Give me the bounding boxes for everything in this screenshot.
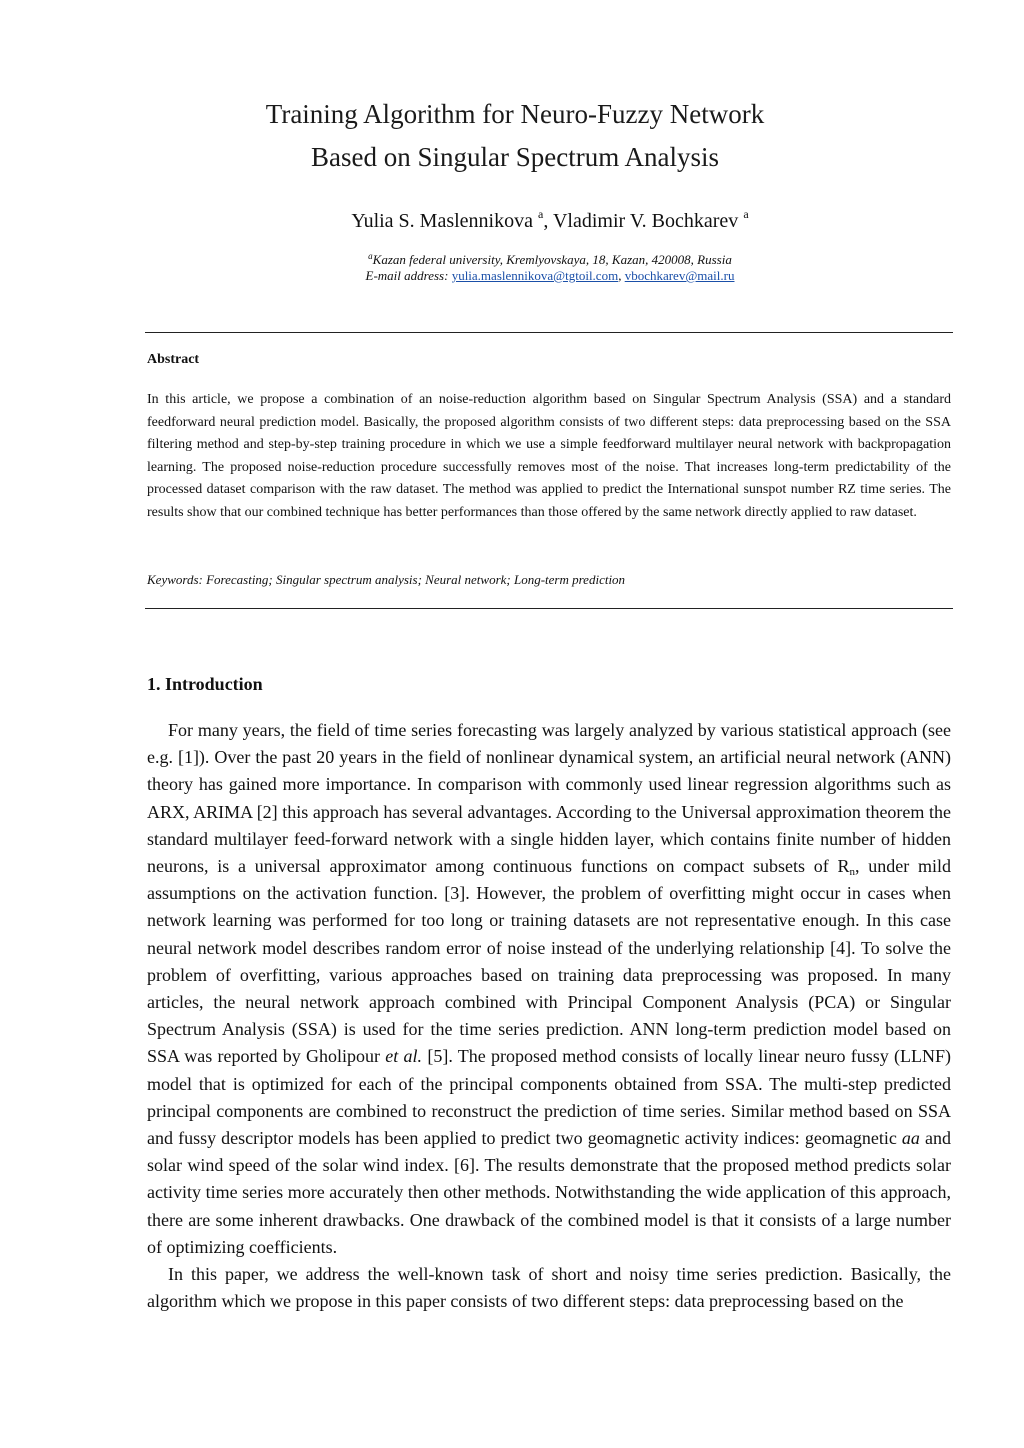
email-link-2[interactable]: vbochkarev@mail.ru	[624, 268, 735, 283]
email-line	[300, 266, 800, 286]
affiliation-mark: a	[368, 251, 373, 261]
keywords: Keywords: Forecasting; Singular spectrum analysis; Neural network; Long-term prediction	[147, 572, 626, 587]
author-list	[300, 198, 800, 237]
email-label: E-mail address:	[365, 268, 449, 283]
paragraph-1	[147, 717, 951, 1261]
paragraph-1-part-b: , under mild assumptions on the activation function. [3]. However, the problem of overfitting might occur in cases when network learning was performed for too long or training datasets are not representative enough. In this case neural network model describes random error of noise instead of the underlying relationship [4]. To solve the problem of overfitting, various approaches based on training data preprocessing was proposed. In many articles, the neural network approach combined with Principal Component Analysis (PCA) or Singular Spectrum Analysis (SSA) is used for the time series prediction. ANN long-term prediction model based on SSA was reported by Gholipour	[147, 856, 951, 1067]
paragraph-1-part-d: and solar wind speed of the solar wind index. [6]. The results demonstrate that the proposed method predicts solar activity time series more accurately then other methods. Notwithstanding the wide application of this approach, there are some inherent drawbacks. One drawback of the combined model is that it consists of a large number of optimizing coefficients.	[147, 1128, 951, 1257]
email-comma: ,	[618, 268, 622, 283]
author-separator: ,	[543, 210, 553, 232]
subscript-n: n	[849, 866, 855, 879]
abstract-text: In this article, we propose a combination of an noise-reduction algorithm based on Singular Spectrum Analysis (SSA) and a standard feedforward neural prediction model. Basically, the proposed algorithm consists of two different steps: data preprocessing based on the SSA filtering method and step-by-step training procedure in which we use a simple feedforward multilayer neural network with backpropagation learning. The proposed noise-reduction procedure successfully removes most of the noise. That increases long-term predictability of the processed dataset comparison with the raw dataset. The method was applied to predict the International sunspot number RZ time series. The results show that our combined technique has better performances than those offered by the same network directly applied to raw dataset.	[147, 392, 951, 520]
paragraph-1-part-c: [5]. The proposed method consists of locally linear neuro fussy (LLNF) model that is optimized for each of the principal components obtained from SSA. The multi-step predicted principal components are combined to reconstruct the prediction of time series. Similar method based on SSA and fussy descriptor models has been applied to predict two geomagnetic activity indices: geomagnetic	[147, 1046, 952, 1149]
author-2: Vladimir V. Bochkarev	[552, 210, 739, 232]
author-1-affil-mark: a	[538, 207, 544, 221]
author-2-affil-mark: a	[743, 207, 749, 221]
section-heading-introduction: 1. Introduction	[147, 674, 263, 694]
et-al: et al.	[385, 1046, 423, 1067]
introduction-body	[147, 717, 951, 1315]
email-link-1[interactable]: yulia.maslennikova@tgtoil.com	[451, 268, 619, 283]
paragraph-1-part-a: For many years, the field of time series forecasting was largely analyzed by various statistical approach (see e.g. [1]). Over the past 20 years in the field of nonlinear dynamical system, an artificial neural network (ANN) theory has gained more importance. In comparison with commonly used linear regression algorithms such as ARX, ARIMA [2] this approach has several advantages. According to the Universal approximation theorem the standard multilayer feed-forward network with a single hidden layer, which contains finite number of hidden neurons, is a universal approximator among continuous functions on compact subsets of R	[147, 720, 951, 877]
divider-bottom	[145, 608, 953, 609]
abstract-heading: Abstract	[147, 352, 200, 367]
paragraph-2: In this paper, we address the well-known task of short and noisy time series prediction. Basically, the algorithm which we propose in this paper consists of two different steps: data preprocessing based on the	[147, 1264, 951, 1312]
author-1: Yulia S. Maslennikova	[351, 210, 533, 232]
aa-index: aa	[901, 1128, 920, 1149]
title-line-2: Based on Singular Spectrum Analysis	[311, 142, 719, 172]
title-line-1: Training Algorithm for Neuro-Fuzzy Network	[265, 99, 765, 129]
divider-top	[145, 332, 953, 333]
affiliation-text: Kazan federal university, Kremlyovskaya, 18, Kazan, 420008, Russia	[372, 252, 732, 267]
